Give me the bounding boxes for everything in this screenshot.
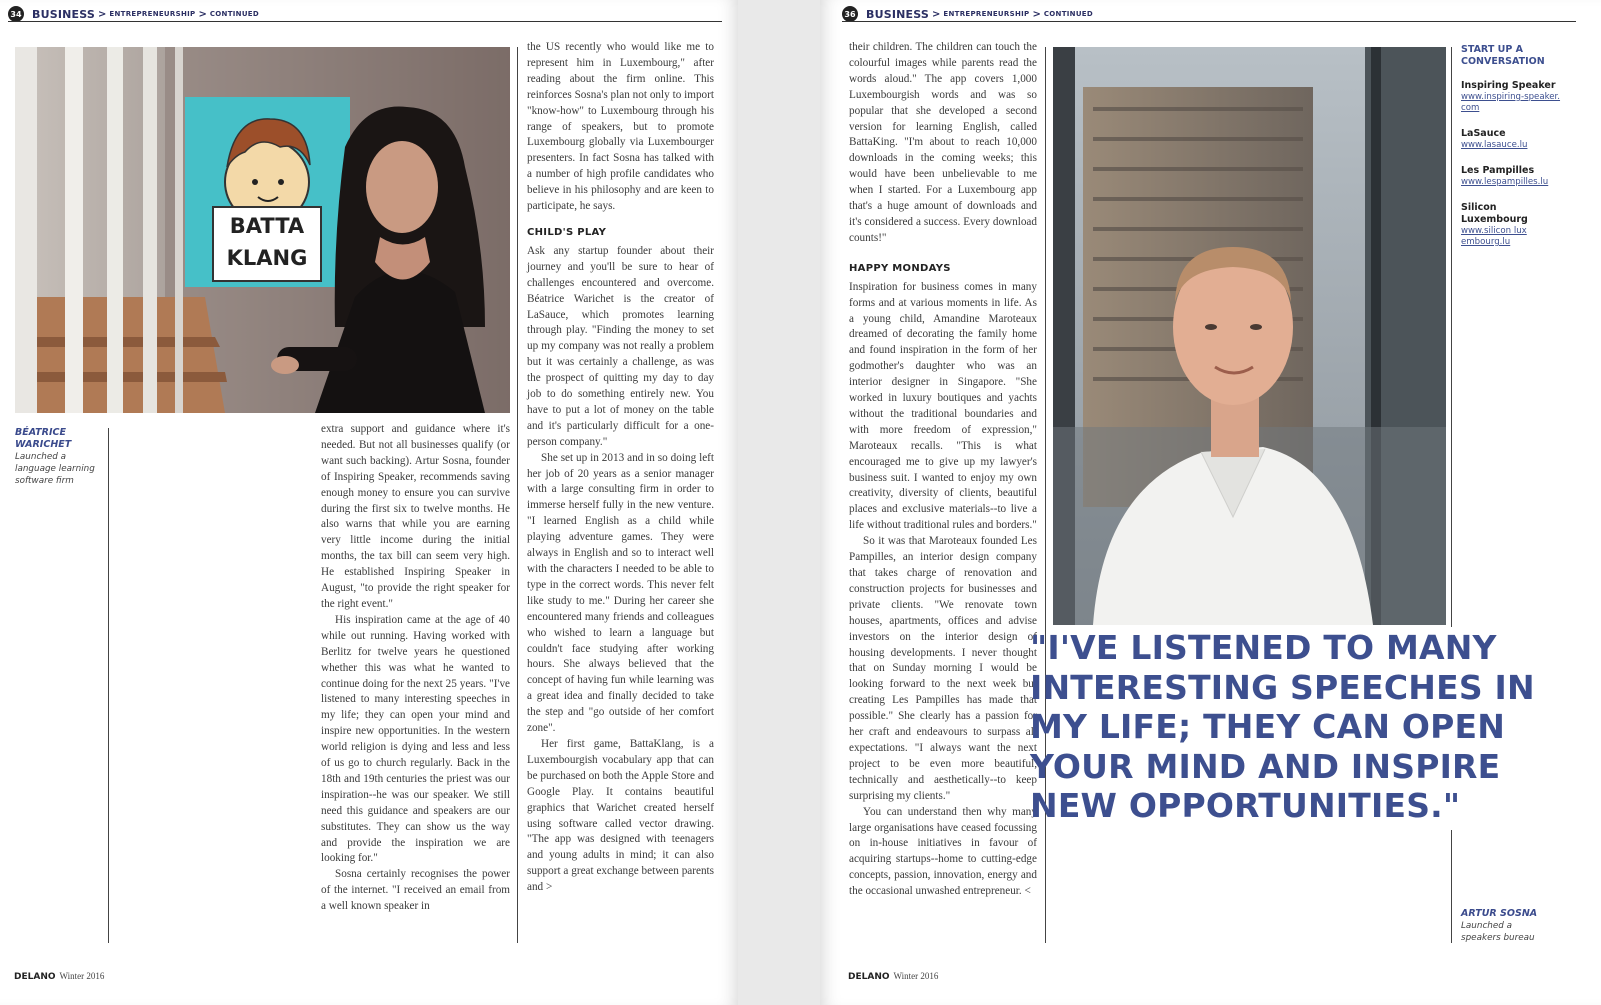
running-header-right [842,6,1093,22]
paragraph: Ask any startup founder about their journey and you'll be sure to hear of challenges encountered and overcome. Béatrice Warichet is the creator of LaSauce, which promotes learning through play. "Finding the money to set up my company was not really a problem but it was certainly a challenge, as was the prospect of quitting my day to day job to do something entirely new. You have to put a lot of money on the table and it's particularly difficult for a one-person company." [527,244,714,448]
sign-text-klang: KLANG [226,246,308,270]
photo-beatrice-warichet [15,47,510,413]
article-column-c [849,40,1037,900]
paragraph: Inspiration for business comes in many forms and at various moments in life. As a young child, Amandine Maroteaux dreamed of decorating the family home and found inspiration in the form of her godmother's daughter who was an interior designer in Singapore. "She worked in luxury boutiques and yachts without the traditional boundaries and with more freedom of expression," Maroteaux recalls. "This is what encouraged me to give up my lawyer's business suit. I wanted to enjoy my own creativity, diversity of clients, beautiful places and exclusive materials--to live a life without traditional rules and borders." [849,280,1037,532]
paragraph: Sosna certainly recognises the power of the internet. "I received an email from a well known speaker in [321,868,510,913]
caption-name-last: WARICHET [15,439,72,450]
footer-issue: Winter 2016 [893,971,939,981]
left-page [0,0,738,1005]
sidebar-item-name: Les Pampilles [1461,165,1535,176]
footer-issue: Winter 2016 [59,971,105,981]
sidebar-link[interactable]: www.silicon luxembourg.lu [1461,226,1527,247]
running-header-left [8,6,259,22]
sidebar-link[interactable]: www.lasauce.lu [1461,140,1528,150]
photo-caption [15,427,100,487]
sidebar-item-name: Silicon Luxembourg [1461,202,1528,225]
portrait-illustration [15,47,510,413]
footer-left [14,971,104,982]
right-page [820,0,1601,1005]
column-rule [108,428,109,943]
sidebar-title: START UP A CONVERSATION [1461,44,1545,67]
column-rule [517,47,518,943]
continued-label: CONTINUED [209,10,260,18]
chevron-right-icon: > [1032,8,1041,20]
paragraph: Her first game, BattaKlang, is a Luxembourgish vocabulary app that can be purchased on both the Apple Store and Google Play. It contains beautiful graphics that Warichet created herself using software called vector drawing. "The app was designed with teenagers and young adults in mind; it can also support a great exchange between parents and > [527,737,714,894]
subsection-label: ENTREPRENEURSHIP [943,10,1030,18]
footer-brand: DELANO [14,972,56,982]
paragraph: His inspiration came at the age of 40 while out running. Having worked with Berlitz for twelve years he questioned whether this was what he wanted to continue doing for the next 25 years. "I've listened to many interesting speeches in my life; they can open your mind and inspire new opportunities. In the western world religion is dying and less and less of us go to church regularly. Back in the 18th and 19th centuries the priest was our inspiration--he was our speaker. We still need this guidance and speakers are our substitutes. They can show us the way and provide the inspiration we are looking for." [321,613,510,865]
paragraph: extra support and guidance where it's needed. But not all businesses qualify (or want such backing). Artur Sosna, founder of Inspiring Speaker, recommends saving enough money to ensure you can survive during the first six to twelve months. He also warns that while you are earning very little income during the initial months, the tax bill can seem very high. He established Inspiring Speaker in August, "to provide the right speaker for the right event." [321,423,510,610]
caption-description: Launched a language learning software firm [15,452,95,486]
article-column-a [321,422,510,915]
caption-name-first: BÉATRICE [15,427,66,438]
column-rule [1451,47,1452,627]
sidebar-link[interactable]: www.lespampilles.lu [1461,177,1549,187]
caption-name: ARTUR SOSNA [1461,908,1538,919]
footer-brand: DELANO [848,972,890,982]
paragraph: their children. The children can touch the colourful images while parents read the words aloud." The app covers 1,000 Luxembourgish words and was so popular that she developed a second version for learning English, called BattaKing. "I'm about to reach 10,000 downloads in the coming weeks; this would have been unbelievable to me when I started. For a Luxembourg app that's a huge amount of downloads and it's considered a success. Every download counts!" [849,41,1037,244]
sidebar-start-up-conversation [1461,44,1561,262]
sidebar-item-name: LaSauce [1461,128,1506,139]
paragraph: She set up in 2013 and in so doing left her job of 20 years as a senior manager with a large consulting firm in order to immerse herself fully in the new venture. "I learned English as a child while playing adventure games. They were always in English and so to interact well with the characters I needed to be able to type in the correct words. This never felt like study to me." During her career she encountered many friends and colleagues who wished to learn a language but couldn't face studying after working hours. She always believed that the concept of having fun while learning was a great idea and finally decided to take the step and "go outside of her comfort zone". [527,451,714,735]
sidebar-item [1461,202,1561,248]
article-column-b [527,40,714,896]
sidebar-item [1461,165,1561,188]
sidebar-item-name: Inspiring Speaker [1461,80,1556,91]
continued-label: CONTINUED [1043,10,1094,18]
portrait-illustration [1053,47,1446,625]
chevron-right-icon: > [98,8,107,20]
paragraph: the US recently who would like me to represent him in Luxembourg," after reading about the firm online. This reinforces Sosna's plan not only to import "know-how" to Luxembourg through his range of speakers, but to promote Luxembourg globally via Luxembourger presenters. In fact Sosna has talked with a number of high profile candidates who believe in his philosophy and are keen to participate, he says. [527,41,714,213]
page-number: 36 [842,6,858,22]
caption-description: Launched a speakers bureau [1461,921,1535,943]
header-rule [842,21,1576,22]
sign-text-batta: BATTA [229,214,305,238]
column-rule [1451,830,1452,943]
chevron-right-icon: > [198,8,207,20]
chevron-right-icon: > [932,8,941,20]
subheading-happy-mondays: HAPPY MONDAYS [849,262,951,274]
page-number: 34 [8,6,24,22]
paragraph: So it was that Maroteaux founded Les Pampilles, an interior design company that takes charge of renovation and construction projects for businesses and private clients. "We renovate town houses, apartments, offices and advise investors on the interior design of housing developments. I never thought that on Sunday morning I would be looking forward to the next week but creating Les Pampilles has made that possible." She clearly has a passion for her craft and endeavours to surpass all expectations. "I always want the next project to be even more beautiful, technically and aesthetically--to keep surprising my clients." [849,535,1037,802]
sidebar-item [1461,128,1561,151]
paragraph: You can understand then why many large organisations have ceased focussing on in-house initiatives in favour of acquiring startups--home to cutting-edge concepts, passion, innovation, energy and the occasional unwashed entrepreneur. < [849,805,1037,898]
photo-caption [1461,908,1561,944]
header-rule [8,21,722,22]
section-label: BUSINESS [32,7,96,21]
subsection-label: ENTREPRENEURSHIP [109,10,196,18]
pull-quote: "I'VE LISTENED TO MANY INTERESTING SPEECHES IN MY LIFE; THEY CAN OPEN YOUR MIND AND INSPIRE NEW OPPORTUNITIES." [1030,628,1535,825]
sidebar-link[interactable]: www.inspiring-speaker.com [1461,92,1561,113]
subheading-childs-play: CHILD'S PLAY [527,226,607,238]
sidebar-item [1461,80,1561,114]
section-label: BUSINESS [866,7,930,21]
photo-artur-sosna [1053,47,1446,625]
footer-right [848,971,938,982]
